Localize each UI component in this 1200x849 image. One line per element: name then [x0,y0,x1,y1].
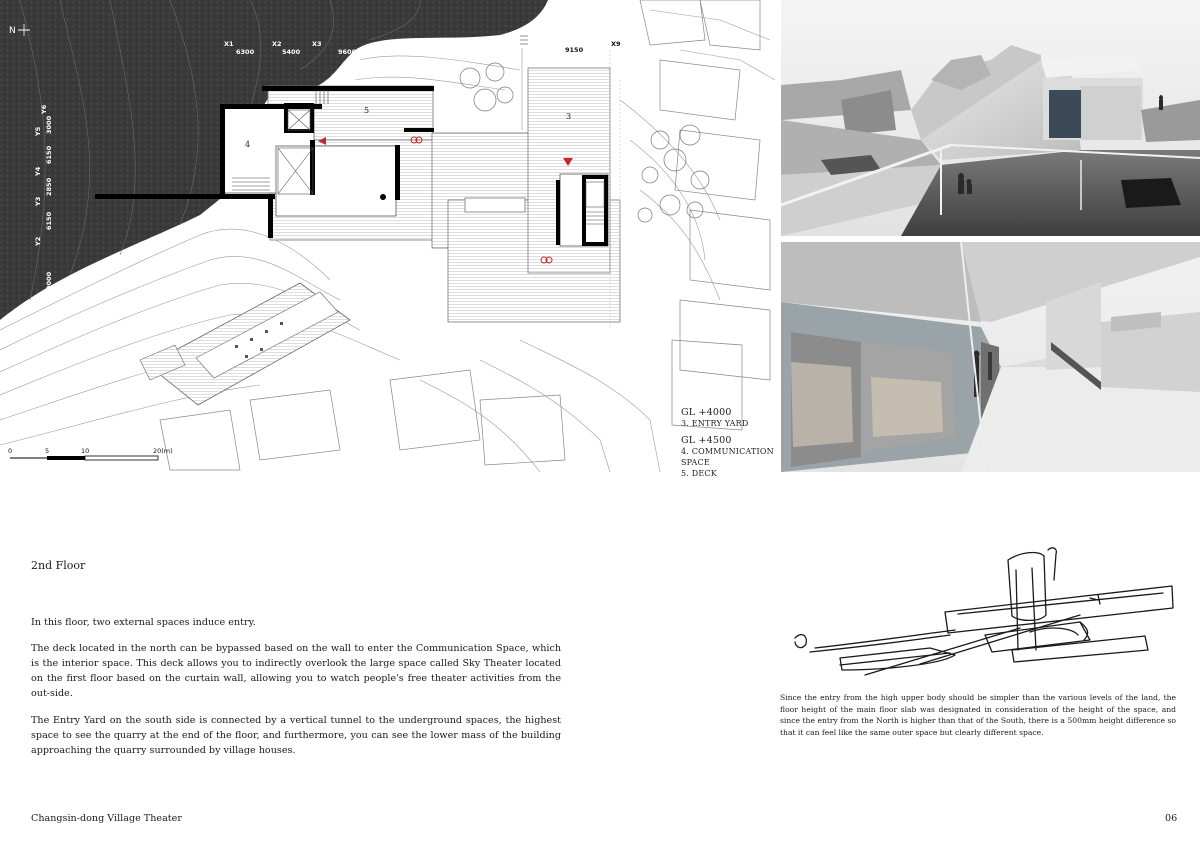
legend-deck: 5. DECK [681,469,717,478]
scale-tick-20: 20(m) [153,447,173,455]
dim-top-4: 9150 [565,46,584,54]
paragraph-intro: In this floor, two external spaces induce entry. [31,617,256,628]
dim-top-1: 6300 [236,48,255,56]
axis-label-x3: X3 [312,40,322,48]
axis-label-x9: X9 [611,40,621,48]
plan-legend [681,407,781,479]
scale-tick-0: 0 [8,447,13,455]
floor-plan-drawing [0,0,776,472]
room-label-3: 3 [566,112,572,121]
axis-label-y1: Y1 [34,298,42,308]
page-number: 06 [1165,813,1178,824]
legend-gl-4000: GL +4000 [681,407,732,418]
paragraph-deck: The deck located in the north can be bypassed based on the wall to enter the Communication Space, which is the interior space. This deck allows you to indirectly overlook the large space called Sky Theater located on the first floor based on the curtain wall, allowing you to watch people's free theater activities from the out-side. [31,643,561,699]
legend-entry-yard: 3. ENTRY YARD [681,419,749,428]
document-title: Changsin-dong Village Theater [31,813,182,824]
dim-left-5: 9000 [45,271,53,290]
svg-text:N: N [9,26,16,36]
scale-bar [8,447,173,460]
render-corridor-view [781,242,1200,472]
axis-label-x1: X1 [224,40,234,48]
dim-left-4: 6150 [45,211,53,230]
dim-top-2: 5400 [282,48,301,56]
scale-tick-5: 5 [45,447,50,455]
axis-label-y4: Y4 [34,166,42,176]
room-label-4: 4 [245,140,251,149]
paragraph-entry-yard: The Entry Yard on the south side is connected by a vertical tunnel to the underground spaces, the highest space to see the quarry at the end of the floor, and furthermore, you can see the lower mass of the building approaching the quarry surrounded by village houses. [31,715,561,756]
dim-top-3: 9600 [338,48,357,56]
dim-left-1: 3000 [45,115,53,134]
floor-title: 2nd Floor [31,559,86,572]
axis-label-x2: X2 [272,40,282,48]
dim-left-3: 2850 [45,177,53,196]
render-exterior-deck [781,0,1200,236]
axis-label-y6: Y6 [40,104,48,114]
axis-label-y2: Y2 [34,236,42,246]
legend-communication-space: 4. COMMUNICATION SPACE [681,447,774,467]
sketch-description: Since the entry from the high upper body should be simpler than the various levels of the land, the floor height of the main floor slab was designated in consideration of the height of the space, and since the entry from the North is higher than that of the South, there is a 500mm height difference so that it can feel like the same outer space but clearly different space. [780,693,1176,737]
room-label-5: 5 [364,106,370,115]
axis-label-y5: Y5 [34,126,42,136]
lower-mass [140,283,350,405]
scale-tick-10: 10 [81,447,90,455]
dim-left-2: 6150 [45,145,53,164]
axis-label-y3: Y3 [34,196,42,206]
legend-gl-4500: GL +4500 [681,435,732,446]
concept-sketch [780,540,1180,685]
